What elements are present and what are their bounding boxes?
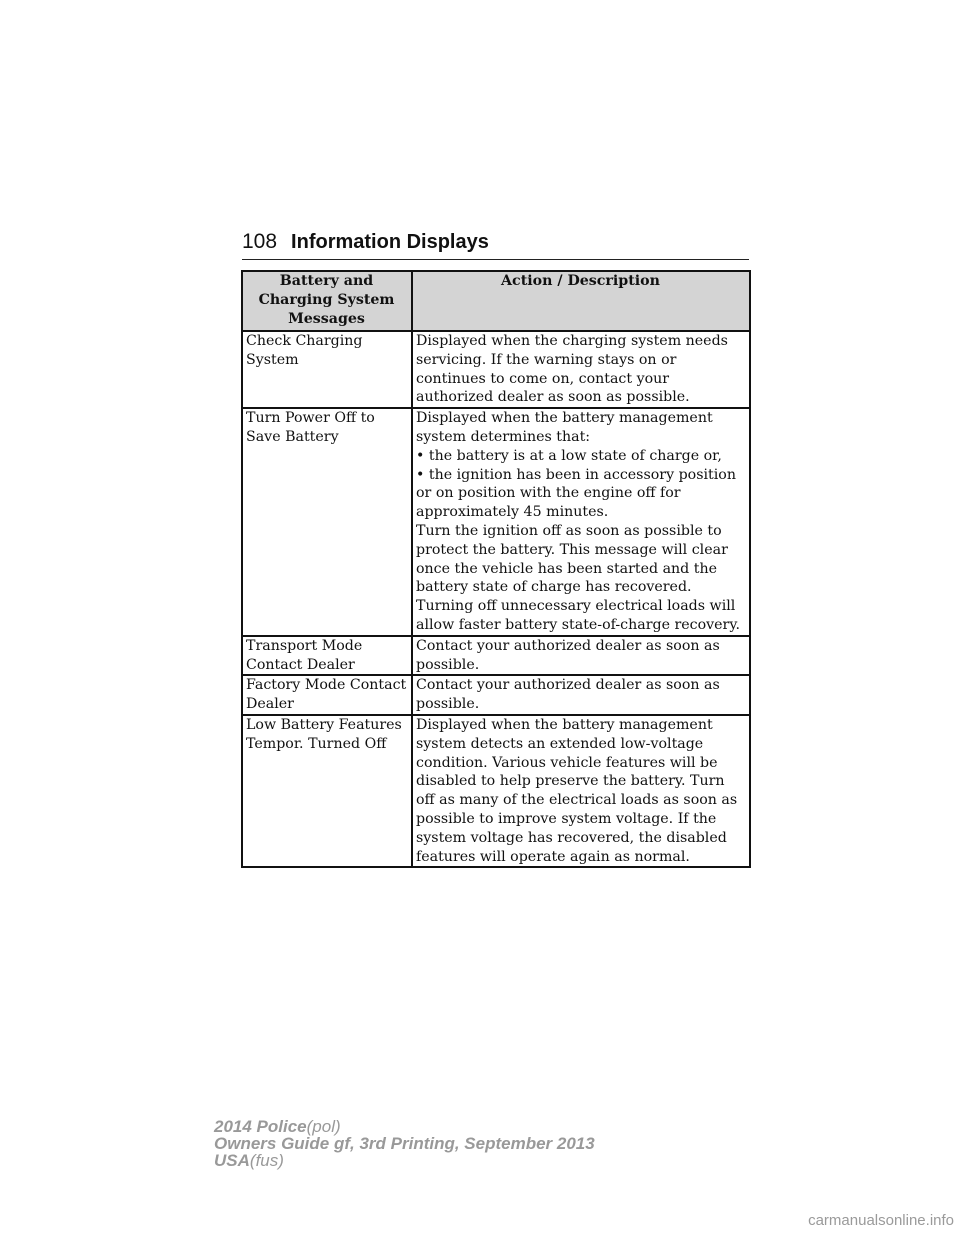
footer-line-1 — [214, 1118, 595, 1135]
battery-messages-table — [241, 270, 751, 868]
message-cell: Low Battery Features Tempor. Turned Off — [242, 715, 412, 867]
message-cell: Factory Mode Contact Dealer — [242, 675, 412, 715]
description-text: Turn the ignition off as soon as possible to protect the battery. This message will clear once the vehicle has been started and the battery state of charge has recovered. Turning off unnecessary electrical loads will allow faster battery state-of-charge recovery. — [416, 522, 740, 633]
page-footer — [214, 1118, 595, 1169]
message-cell: Check Charging System — [242, 331, 412, 408]
table-row — [242, 331, 750, 408]
footer-market: USA — [214, 1151, 250, 1170]
message-cell: Turn Power Off to Save Battery — [242, 408, 412, 636]
description-text: Displayed when the charging system needs servicing. If the warning stays on or continues to come on, contact your authorized dealer as soon as possible. — [416, 333, 728, 406]
description-cell — [412, 715, 750, 867]
table-row — [242, 675, 750, 715]
description-cell — [412, 636, 750, 676]
footer-line-2 — [214, 1135, 595, 1152]
description-cell — [412, 408, 750, 636]
footer-vehicle-code: (pol) — [306, 1117, 341, 1136]
bullet-item: • the ignition has been in accessory position or on position with the engine off for approximately 45 minutes. — [416, 466, 736, 521]
footer-market-code: (fus) — [249, 1151, 284, 1170]
description-text: Displayed when the battery management system detects an extended low-voltage condition. Various vehicle features will be disabled to help preserve the battery. Turn off as many of the electrical loads as soon as possible to improve system voltage. If the system voltage has recovered, the disabled features will operate again as normal. — [416, 716, 738, 865]
bullet-item: • the battery is at a low state of charge or, — [416, 447, 722, 464]
table-row — [242, 408, 750, 636]
page-number: 108 — [242, 230, 278, 253]
description-cell — [412, 675, 750, 715]
message-cell: Transport Mode Contact Dealer — [242, 636, 412, 676]
column-header-message: Battery and Charging System Messages — [242, 271, 412, 331]
table-row — [242, 636, 750, 676]
watermark: carmanualsonline.info — [808, 1212, 954, 1229]
description-text: Contact your authorized dealer as soon as possible. — [416, 677, 720, 713]
header-rule — [242, 259, 749, 260]
table-row — [242, 715, 750, 867]
footer-vehicle: 2014 Police — [214, 1117, 307, 1136]
footer-guide: Owners Guide gf, 3rd Printing, September 2013 — [214, 1134, 595, 1153]
description-cell — [412, 331, 750, 408]
description-text: Displayed when the battery management system determines that: — [416, 410, 713, 445]
footer-line-3 — [214, 1152, 595, 1169]
description-text: Contact your authorized dealer as soon as possible. — [416, 637, 720, 673]
section-title: Information Displays — [291, 231, 489, 253]
table-header-row — [242, 271, 750, 331]
column-header-action: Action / Description — [412, 271, 750, 331]
page-header — [242, 230, 749, 254]
